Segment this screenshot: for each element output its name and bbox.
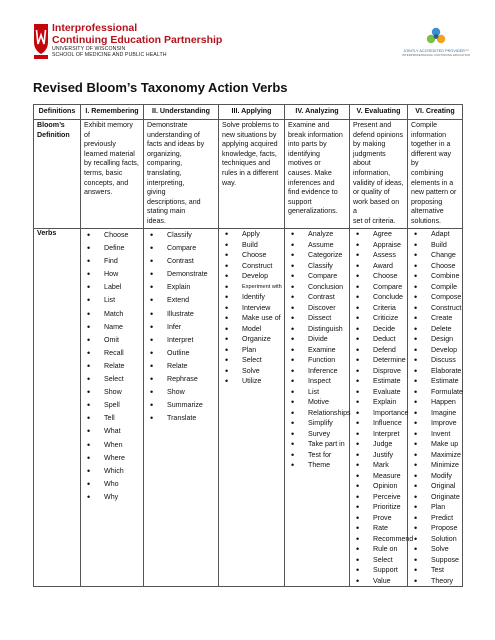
verb-item: • Simplify bbox=[288, 418, 346, 429]
definition-line: set of criteria. bbox=[353, 216, 396, 225]
column-header: I. Remembering bbox=[81, 105, 144, 120]
verb-item: • Interpret bbox=[353, 429, 404, 440]
verb-item: • Choose bbox=[222, 250, 281, 261]
verb-item: • Originate bbox=[411, 492, 459, 503]
column-header: VI. Creating bbox=[408, 105, 463, 120]
definition-line: break information bbox=[288, 130, 343, 139]
verb-item: • Select bbox=[353, 555, 404, 566]
definition-line: generalizations. bbox=[288, 207, 338, 216]
verb-list bbox=[288, 229, 351, 471]
definition-line: organizing, bbox=[147, 149, 182, 158]
definition-line: techniques and bbox=[222, 159, 271, 168]
verb-item: • Explain bbox=[147, 281, 215, 294]
verb-item: • Compose bbox=[411, 292, 459, 303]
verb-item: • Rephrase bbox=[147, 373, 215, 386]
verb-item: • Compare bbox=[353, 282, 404, 293]
verb-item: • Solve bbox=[222, 366, 281, 377]
verb-item: • Find bbox=[84, 255, 140, 268]
definition-line: interpreting, bbox=[147, 178, 185, 187]
verb-item: • Recommend bbox=[353, 534, 404, 545]
verb-item: • Build bbox=[222, 240, 281, 251]
verb-item: • Choose bbox=[353, 271, 404, 282]
verb-item: • Develop bbox=[222, 271, 281, 282]
verb-item: • Spell bbox=[84, 399, 140, 412]
verb-item: • Take part in bbox=[288, 439, 346, 450]
verb-item: • Estimate bbox=[411, 376, 459, 387]
definition-line: elements in a bbox=[411, 178, 454, 187]
verb-item: • Appraise bbox=[353, 240, 404, 251]
taxonomy-table bbox=[33, 104, 463, 587]
verb-item: • Contrast bbox=[288, 292, 346, 303]
verb-item: • Test for bbox=[288, 450, 346, 461]
verb-item: • Elaborate bbox=[411, 366, 459, 377]
definition-line: proposing bbox=[411, 197, 443, 206]
verb-item: • Determine bbox=[353, 355, 404, 366]
verb-item: • Opinion bbox=[353, 481, 404, 492]
verb-item: • How bbox=[84, 268, 140, 281]
verb-list bbox=[222, 229, 281, 387]
verb-item: • Evaluate bbox=[353, 387, 404, 398]
verb-item: • Name bbox=[84, 321, 140, 334]
verb-item: • What bbox=[84, 425, 140, 438]
definition-line: solutions. bbox=[411, 216, 441, 225]
accreditation-title: JOINTLY ACCREDITED PROVIDER™ bbox=[403, 49, 469, 53]
verb-item: • Relationships bbox=[288, 408, 346, 419]
definition-line: causes. Make bbox=[288, 168, 332, 177]
verb-item: • Prioritize bbox=[353, 502, 404, 513]
column-header: II. Understanding bbox=[144, 105, 219, 120]
verb-item: • Omit bbox=[84, 334, 140, 347]
verb-item: • Apply bbox=[222, 229, 281, 240]
verb-item: • Demonstrate bbox=[147, 268, 215, 281]
definition-cell bbox=[81, 120, 144, 229]
column-header: IV. Analyzing bbox=[285, 105, 350, 120]
verb-item: • Influence bbox=[353, 418, 404, 429]
definition-line: new pattern or bbox=[411, 188, 457, 197]
verb-item: • Divide bbox=[288, 334, 346, 345]
verb-item: • Assess bbox=[353, 250, 404, 261]
verb-item: • Examine bbox=[288, 345, 346, 356]
verb-item: • Categorize bbox=[288, 250, 346, 261]
definition-cell bbox=[285, 120, 350, 229]
verb-item: • Agree bbox=[353, 229, 404, 240]
definition-line: answers. bbox=[84, 188, 113, 197]
verb-item: • Distinguish bbox=[288, 324, 346, 335]
definition-line: combining bbox=[411, 168, 444, 177]
verb-item: • Criteria bbox=[353, 303, 404, 314]
verb-item: • Predict bbox=[411, 513, 459, 524]
definition-line: concepts, and bbox=[84, 178, 129, 187]
verb-item: • Modify bbox=[411, 471, 459, 482]
verb-item: • List bbox=[288, 387, 346, 398]
verb-item: • Construct bbox=[411, 303, 459, 314]
verb-item: • Combine bbox=[411, 271, 459, 282]
verbs-row-label: Verbs bbox=[34, 229, 81, 587]
verb-item: • Function bbox=[288, 355, 346, 366]
definition-line: by making bbox=[353, 140, 386, 149]
definition-line: giving bbox=[147, 188, 166, 197]
verb-item: • Choose bbox=[411, 261, 459, 272]
verb-item: • Criticize bbox=[353, 313, 404, 324]
definition-line: identifying bbox=[288, 149, 320, 158]
verb-item: • Propose bbox=[411, 523, 459, 534]
verbs-row bbox=[34, 229, 463, 587]
verb-item: • Summarize bbox=[147, 399, 215, 412]
verb-item: • Mark bbox=[353, 460, 404, 471]
verb-item: • Adapt bbox=[411, 229, 459, 240]
verb-item: • Imagine bbox=[411, 408, 459, 419]
verb-item: • Theme bbox=[288, 460, 346, 471]
verb-item: • Perceive bbox=[353, 492, 404, 503]
verb-item: • Value bbox=[353, 576, 404, 587]
definition-line: Exhibit memory of bbox=[84, 121, 133, 139]
definition-cell bbox=[144, 120, 219, 229]
verb-item: • Infer bbox=[147, 321, 215, 334]
verb-item: • Compare bbox=[288, 271, 346, 282]
definition-line: descriptions, and bbox=[147, 197, 201, 206]
verb-item: • Analyze bbox=[288, 229, 346, 240]
verb-item: • Survey bbox=[288, 429, 346, 440]
verb-item: • Who bbox=[84, 478, 140, 491]
verb-item: • Discuss bbox=[411, 355, 459, 366]
definition-line: information bbox=[411, 130, 447, 139]
corner-header: Definitions bbox=[34, 105, 81, 120]
verb-item: • Discover bbox=[288, 303, 346, 314]
definition-line: new situations by bbox=[222, 130, 277, 139]
verb-item: • Invent bbox=[411, 429, 459, 440]
verb-item: • Select bbox=[222, 355, 281, 366]
verb-item: • Judge bbox=[353, 439, 404, 450]
verb-item: • Change bbox=[411, 250, 459, 261]
definition-line: together in a bbox=[411, 140, 451, 149]
definition-line: defend opinions bbox=[353, 130, 404, 139]
definition-line: motives or bbox=[288, 159, 321, 168]
verb-item: • Interview bbox=[222, 303, 281, 314]
definition-line: Demonstrate bbox=[147, 121, 188, 129]
definition-line: work based on a bbox=[353, 197, 400, 216]
verb-item: • Where bbox=[84, 452, 140, 465]
verb-item: • Model bbox=[222, 324, 281, 335]
definition-line: ideas. bbox=[147, 216, 166, 225]
accreditation-emblem-icon bbox=[423, 23, 449, 49]
definition-line: validity of ideas, bbox=[353, 178, 404, 187]
definition-line: understanding of bbox=[147, 130, 200, 139]
verb-item: • Assume bbox=[288, 240, 346, 251]
verb-item: • Happen bbox=[411, 397, 459, 408]
verb-item: • Classify bbox=[147, 229, 215, 242]
verb-item: • Measure bbox=[353, 471, 404, 482]
verb-item: • Show bbox=[147, 386, 215, 399]
verb-item: • Original bbox=[411, 481, 459, 492]
column-header: III. Applying bbox=[219, 105, 285, 120]
verb-item: • Compare bbox=[147, 242, 215, 255]
verb-item: • Recall bbox=[84, 347, 140, 360]
verb-item: • Tell bbox=[84, 412, 140, 425]
verb-item: • Compile bbox=[411, 282, 459, 293]
definition-line: facts and ideas by bbox=[147, 140, 205, 149]
verb-item: • List bbox=[84, 294, 140, 307]
definition-cell bbox=[350, 120, 408, 229]
definition-row-label bbox=[34, 120, 81, 229]
accreditation-logo bbox=[400, 23, 472, 57]
verb-item: • Solve bbox=[411, 544, 459, 555]
definition-line: Present and bbox=[353, 121, 392, 129]
verb-item: • Utilize bbox=[222, 376, 281, 387]
verb-item: • Award bbox=[353, 261, 404, 272]
definition-line: translating, bbox=[147, 168, 182, 177]
verb-item: • Disprove bbox=[353, 366, 404, 377]
verb-item: • Design bbox=[411, 334, 459, 345]
org-name-line2: Continuing Education Partnership bbox=[52, 34, 223, 46]
verb-list bbox=[411, 229, 463, 586]
page-title: Revised Bloom’s Taxonomy Action Verbs bbox=[33, 80, 288, 95]
verb-item: • Importance bbox=[353, 408, 404, 419]
verb-item: • Define bbox=[84, 242, 140, 255]
column-header: V. Evaluating bbox=[350, 105, 408, 120]
org-school: SCHOOL OF MEDICINE AND PUBLIC HEALTH bbox=[52, 52, 167, 59]
verb-item: • Translate bbox=[147, 412, 215, 425]
verb-item: • Explain bbox=[353, 397, 404, 408]
definition-line: alternative bbox=[411, 207, 444, 216]
verb-list bbox=[147, 229, 215, 425]
definition-line: different way by bbox=[411, 149, 452, 168]
definition-line: stating main bbox=[147, 207, 186, 216]
verb-item: • Prove bbox=[353, 513, 404, 524]
university-crest-logo bbox=[33, 22, 49, 60]
verb-item: • Relate bbox=[84, 360, 140, 373]
definition-line: Solve problems to bbox=[222, 121, 279, 129]
definition-line: find evidence to bbox=[288, 188, 338, 197]
org-name-line1: Interprofessional bbox=[52, 22, 138, 34]
verb-item: • Solution bbox=[411, 534, 459, 545]
verb-item: • Classify bbox=[288, 261, 346, 272]
verb-item: • Theory bbox=[411, 576, 459, 587]
definition-line: support bbox=[288, 197, 312, 206]
verb-item: • Outline bbox=[147, 347, 215, 360]
verb-item: • Develop bbox=[411, 345, 459, 356]
definition-line: applying acquired bbox=[222, 140, 278, 149]
verb-item: • Plan bbox=[411, 502, 459, 513]
verb-item: • Make use of bbox=[222, 313, 281, 324]
verb-item: • Show bbox=[84, 386, 140, 399]
verb-item: • Test bbox=[411, 565, 459, 576]
definition-cell bbox=[219, 120, 285, 229]
verb-item: • Suppose bbox=[411, 555, 459, 566]
verb-item: • Why bbox=[84, 491, 140, 504]
accreditation-subtitle: INTERPROFESSIONAL CONTINUING EDUCATION bbox=[402, 52, 470, 57]
definition-line: by recalling facts, bbox=[84, 159, 139, 168]
table-header-row bbox=[34, 105, 463, 120]
verb-item: • Which bbox=[84, 465, 140, 478]
definition-label-line: Bloom’s bbox=[37, 121, 65, 129]
verb-item: • Experiment with bbox=[222, 282, 281, 293]
definition-line: into parts by bbox=[288, 140, 327, 149]
definition-line: inferences and bbox=[288, 178, 335, 187]
verb-item: • Inspect bbox=[288, 376, 346, 387]
verb-item: • Organize bbox=[222, 334, 281, 345]
verb-item: • Minimize bbox=[411, 460, 459, 471]
org-university: UNIVERSITY OF WISCONSIN bbox=[52, 46, 126, 52]
verb-item: • Match bbox=[84, 308, 140, 321]
verb-item: • Estimate bbox=[353, 376, 404, 387]
verb-item: • Create bbox=[411, 313, 459, 324]
verb-item: • Label bbox=[84, 281, 140, 294]
definition-line: comparing, bbox=[147, 159, 183, 168]
definition-cell bbox=[408, 120, 463, 229]
verb-item: • Decide bbox=[353, 324, 404, 335]
verb-item: • Motive bbox=[288, 397, 346, 408]
verb-item: • Plan bbox=[222, 345, 281, 356]
verb-item: • Improve bbox=[411, 418, 459, 429]
verb-list bbox=[353, 229, 414, 586]
definition-line: knowledge, facts, bbox=[222, 149, 277, 158]
verb-item: • Identify bbox=[222, 292, 281, 303]
verb-item: • Relate bbox=[147, 360, 215, 373]
definition-line: judgments about bbox=[353, 149, 386, 168]
definition-row bbox=[34, 120, 463, 229]
verb-item: • Extend bbox=[147, 294, 215, 307]
verb-item: • Construct bbox=[222, 261, 281, 272]
page-header bbox=[0, 0, 495, 78]
verb-item: • Make up bbox=[411, 439, 459, 450]
definition-line: or quality of bbox=[353, 188, 390, 197]
definition-label-line: Definition bbox=[37, 130, 70, 139]
verb-item: • Interpret bbox=[147, 334, 215, 347]
verb-item: • Support bbox=[353, 565, 404, 576]
verb-item: • Maximize bbox=[411, 450, 459, 461]
verb-item: • Contrast bbox=[147, 255, 215, 268]
definition-line: Compile bbox=[411, 121, 438, 129]
verb-item: • Dissect bbox=[288, 313, 346, 324]
verb-item: • Rule on bbox=[353, 544, 404, 555]
verb-list bbox=[84, 229, 140, 504]
verb-item: • Illustrate bbox=[147, 308, 215, 321]
verb-item: • Conclusion bbox=[288, 282, 346, 293]
definition-line: learned material bbox=[84, 149, 135, 158]
verb-item: • Formulate bbox=[411, 387, 459, 398]
verb-item: • Justify bbox=[353, 450, 404, 461]
verb-item: • Choose bbox=[84, 229, 140, 242]
verb-item: • Conclude bbox=[353, 292, 404, 303]
definition-line: way. bbox=[222, 178, 237, 187]
verb-item: • Delete bbox=[411, 324, 459, 335]
definition-line: information, bbox=[353, 168, 391, 177]
verb-item: • Defend bbox=[353, 345, 404, 356]
verb-item: • When bbox=[84, 439, 140, 452]
verb-item: • Rate bbox=[353, 523, 404, 534]
definition-line: terms, basic bbox=[84, 168, 123, 177]
definition-line: Examine and bbox=[288, 121, 330, 129]
verb-item: • Build bbox=[411, 240, 459, 251]
definition-line: rules in a different bbox=[222, 168, 279, 177]
verb-item: • Select bbox=[84, 373, 140, 386]
verb-item: • Inference bbox=[288, 366, 346, 377]
definition-line: previously bbox=[84, 140, 116, 149]
org-name-block bbox=[52, 22, 222, 59]
verb-item: • Deduct bbox=[353, 334, 404, 345]
